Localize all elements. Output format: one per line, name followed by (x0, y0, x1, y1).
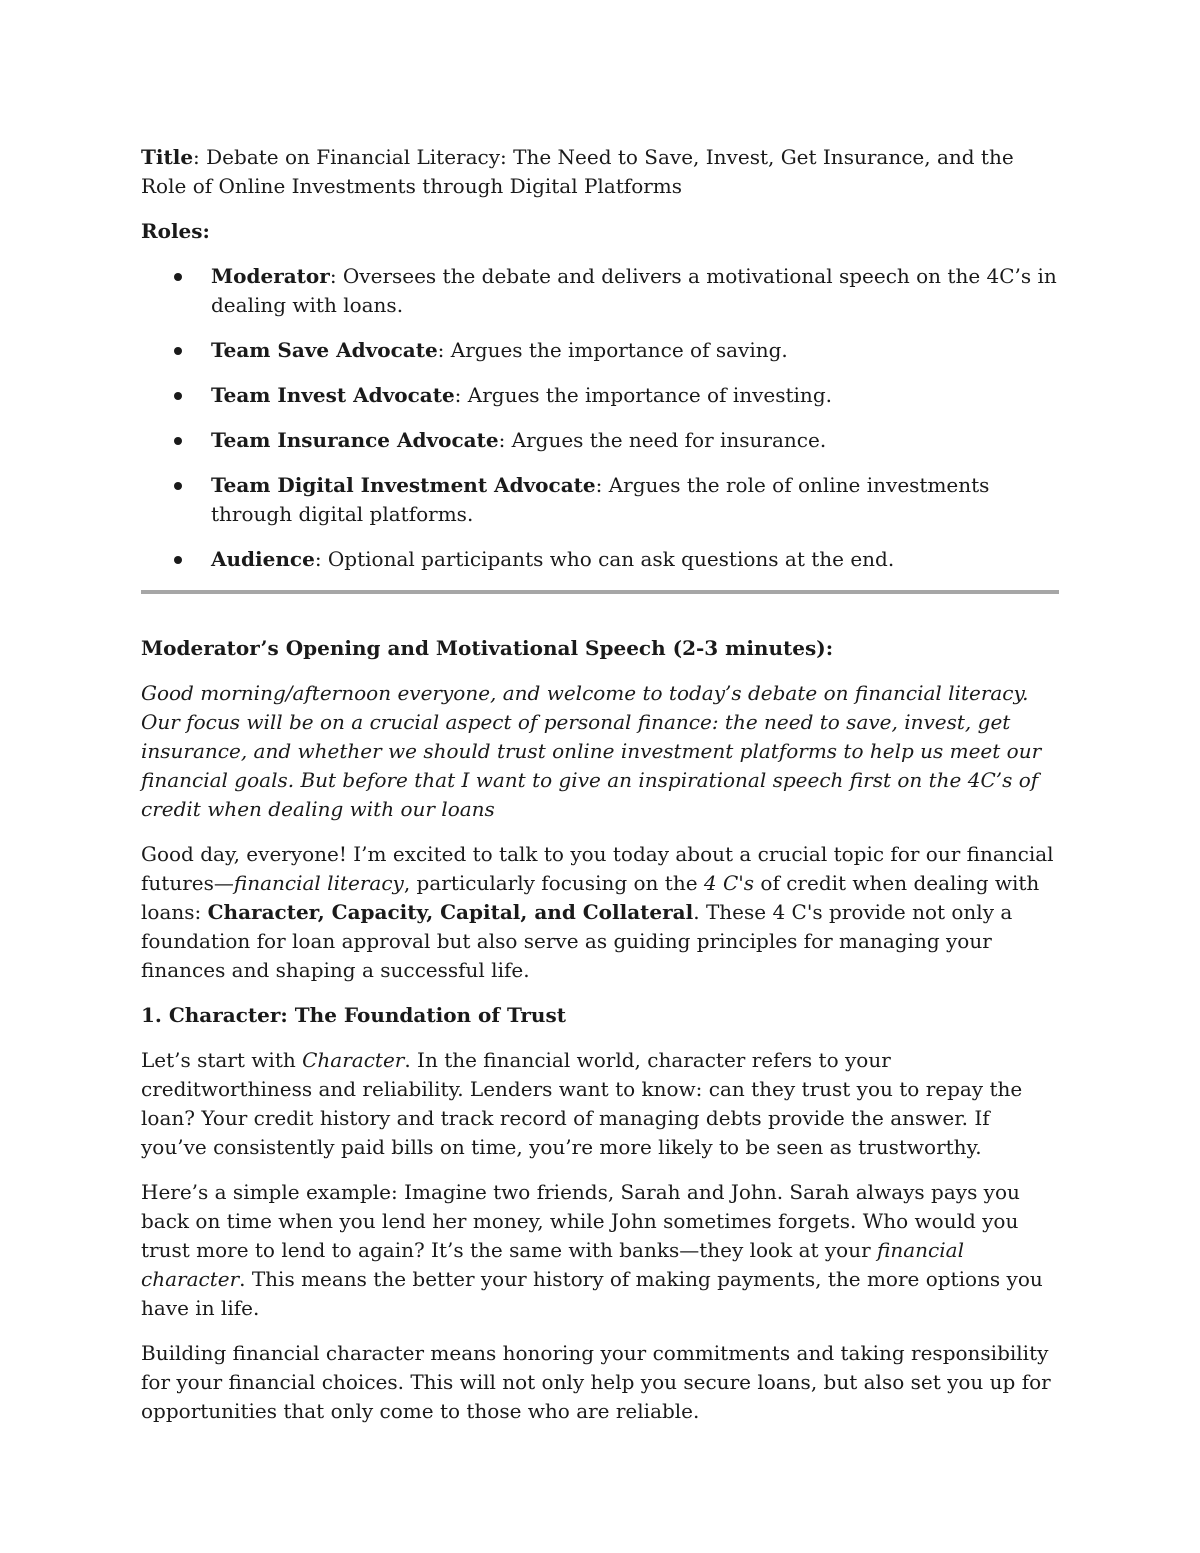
role-item (141, 336, 1059, 365)
document-body (141, 143, 1059, 1442)
role-item (141, 381, 1059, 410)
role-name: Team Digital Investment Advocate (211, 473, 596, 497)
text-run: . In the financial world, character refers to your creditworthiness and reliability. Lenders want to know: can they trust you to repay the loan? Your credit history and track record of managing debts provide the answer. If you’ve consistently paid bills on time, you’re more likely to be seen as trustworthy. (141, 1048, 1023, 1159)
role-name: Moderator (211, 264, 330, 288)
role-name: Team Invest Advocate (211, 383, 455, 407)
role-description: : Oversees the debate and delivers a motivational speech on the 4C’s in dealing with loans. (211, 264, 1057, 317)
section-paragraph: Building financial character means honoring your commitments and taking responsibility for your financial choices. This will not only help you secure loans, but also set you up for opportunities that only come to those who are reliable. (141, 1341, 1051, 1423)
text-run: of credit when dealing with loans: (141, 871, 1040, 924)
role-description: : Argues the importance of saving. (437, 338, 788, 362)
section-paragraph (141, 1178, 1059, 1323)
moderator-heading: Moderator’s Opening and Motivational Speech (2-3 minutes): (141, 636, 834, 660)
title-text: : Debate on Financial Literacy: The Need to Save, Invest, Get Insurance, and the Role of Online Investments through Digital Platforms (141, 145, 1014, 198)
bold-run: Character, Capacity, Capital, and Collateral (207, 900, 694, 924)
text-run: Let’s start with (141, 1048, 303, 1072)
text-run: , particularly focusing on the (403, 871, 704, 895)
role-item (141, 471, 1059, 529)
role-name: Team Save Advocate (211, 338, 438, 362)
title-label: Title (141, 145, 194, 169)
section-paragraph (141, 1046, 1059, 1162)
moderator-intro: Good morning/afternoon everyone, and welcome to today’s debate on financial literacy. Our focus will be on a crucial aspect of personal finance: the need to save, invest, get insurance, and whether we should trust online investment platforms to help us meet our financial goals. But before that I want to give an inspirational speech first on the 4C’s of credit when dealing with our loans (141, 681, 1042, 821)
role-name: Team Insurance Advocate (211, 428, 499, 452)
text-run: Here’s a simple example: Imagine two friends, Sarah and John. Sarah always pays you back on time when you lend her money, while John sometimes forgets. Who would you trust more to lend to again? It’s the same with banks—they look at your (141, 1180, 1020, 1262)
role-item (141, 426, 1059, 455)
horizontal-rule (141, 590, 1059, 594)
italic-run: Character (302, 1048, 405, 1072)
text-run: . These 4 C's provide not only a foundation for loan approval but also serve as guiding principles for managing your finances and shaping a successful life. (141, 900, 1013, 982)
role-description: : Optional participants who can ask questions at the end. (314, 547, 895, 571)
bullet-icon (174, 437, 182, 445)
speech-paragraph (141, 840, 1059, 985)
bullet-icon (174, 347, 182, 355)
role-description: : Argues the role of online investments through digital platforms. (211, 473, 990, 526)
role-item (141, 545, 1059, 574)
italic-run: financial literacy (233, 871, 404, 895)
roles-heading: Roles: (141, 219, 210, 243)
bullet-icon (174, 273, 182, 281)
bullet-icon (174, 392, 182, 400)
italic-run: financial character (141, 1238, 964, 1291)
role-description: : Argues the importance of investing. (454, 383, 832, 407)
role-name: Audience (211, 547, 315, 571)
role-item (141, 262, 1059, 320)
document-title (141, 143, 1059, 201)
roles-list (141, 262, 1059, 574)
text-run: Good day, everyone! I’m excited to talk to you today about a crucial topic for our financial futures— (141, 842, 1054, 895)
text-run: . This means the better your history of making payments, the more options you have in life. (141, 1267, 1043, 1320)
role-description: : Argues the need for insurance. (498, 428, 827, 452)
bullet-icon (174, 482, 182, 490)
bullet-icon (174, 556, 182, 564)
section-heading: 1. Character: The Foundation of Trust (141, 1003, 566, 1027)
italic-run: 4 C's (703, 871, 755, 895)
